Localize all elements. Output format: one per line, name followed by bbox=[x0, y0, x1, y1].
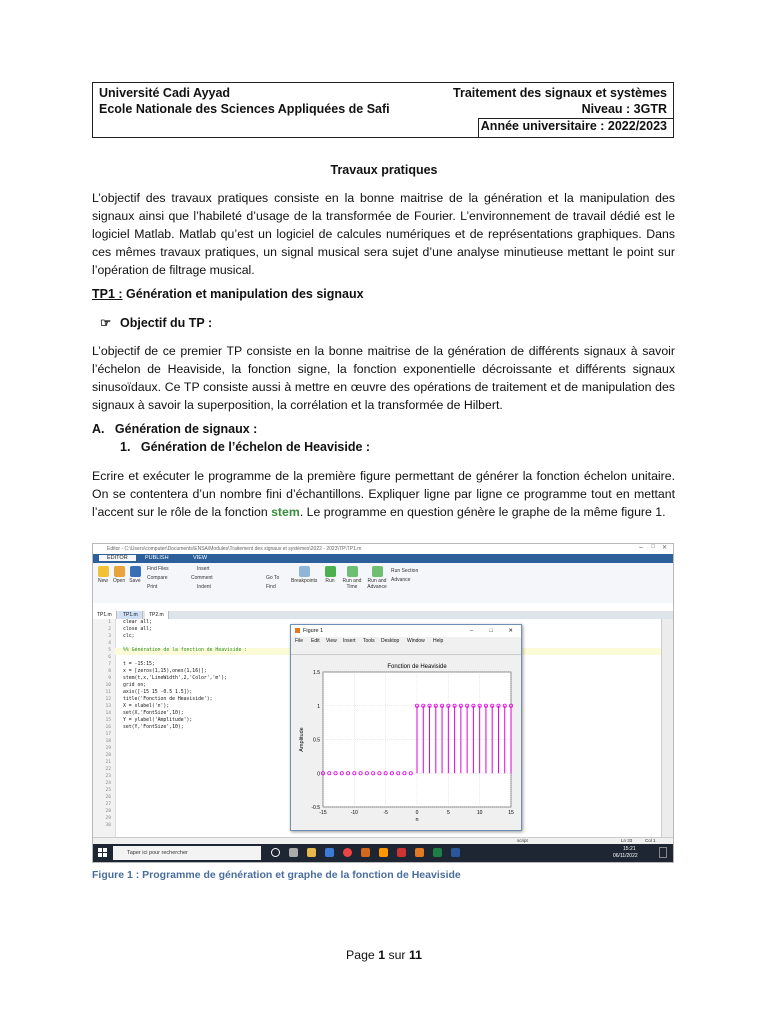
vlc-icon[interactable] bbox=[379, 848, 388, 857]
page-number: 1 bbox=[378, 948, 386, 962]
file-tab-tp2[interactable]: TP2.m bbox=[145, 611, 169, 619]
line-number: 27 bbox=[105, 802, 111, 807]
line-number: 30 bbox=[105, 823, 111, 828]
line-number: 21 bbox=[105, 760, 111, 765]
run-and-advance-button[interactable]: Run and Advance bbox=[365, 566, 389, 590]
line-number: 15 bbox=[105, 718, 111, 723]
x-tick-label: 15 bbox=[508, 810, 514, 816]
status-column: Col 1 bbox=[645, 838, 656, 843]
ribbon-tabs bbox=[93, 554, 673, 563]
matlab-logo-icon bbox=[295, 628, 300, 633]
x-tick-label: 0 bbox=[415, 810, 419, 816]
line-number: 12 bbox=[105, 697, 111, 702]
task-view-icon[interactable] bbox=[289, 848, 298, 857]
matlab-titlebar bbox=[93, 544, 673, 554]
line-number: 8 bbox=[108, 669, 111, 674]
objective-heading bbox=[100, 315, 212, 330]
windows-taskbar bbox=[93, 844, 673, 862]
run-button[interactable]: Run bbox=[323, 566, 337, 584]
header-divider bbox=[478, 118, 673, 119]
status-line: Ln 33 bbox=[621, 838, 633, 843]
figure-toolbar bbox=[291, 645, 521, 655]
code-line: set(X,'FontSize',10); bbox=[123, 711, 184, 716]
run-time-icon bbox=[347, 566, 358, 577]
clock-date: 06/11/2022 bbox=[613, 853, 638, 859]
line-number: 10 bbox=[105, 683, 111, 688]
minimize-icon[interactable]: – bbox=[639, 544, 643, 551]
pdf-icon[interactable] bbox=[397, 848, 406, 857]
code-line: set(Y,'FontSize',10); bbox=[123, 725, 184, 730]
course-name: Traitement des signaux et systèmes bbox=[453, 86, 667, 100]
objective-paragraph: L’objectif de ce premier TP consiste en la bonne maitrise de la génération de différents signaux à savoir l’échelon de Heaviside, la fonction signe, la fonction exponentielle décroissante et différents signaux sinusoïdaux. Ce TP consiste aussi à mettre en œuvre des opérations de traitement et de manipulation des signaux à savoir la superposition, la corrélation et la transformée de Hilbert. bbox=[92, 344, 675, 412]
section-a-heading: A. Génération de signaux : bbox=[92, 422, 258, 436]
level: Niveau : 3GTR bbox=[581, 102, 667, 116]
taskbar-search-placeholder: Taper ici pour rechercher bbox=[127, 850, 188, 856]
line-number: 3 bbox=[108, 634, 111, 639]
clock-time: 15:21 bbox=[623, 846, 636, 852]
code-line: grid on; bbox=[123, 683, 147, 688]
run-advance-icon bbox=[372, 566, 383, 577]
code-line: %% Génération de la fonction de Heaviside : bbox=[123, 648, 248, 653]
y-axis-label: Amplitude bbox=[299, 727, 305, 752]
intro-paragraph: L’objectif des travaux pratiques consiste en la bonne maitrise de la génération et la manipulation des signaux ainsi que l’habileté d’usage de la transformée de Fourier. L’environnement de travail dédié est le logiciel Matlab. Matlab qu’est un logiciel de calcules numériques et de représentations graphiques. Dans ces mêmes travaux pratiques, un signal musical sera sujet d’une analyse minutieuse mettant le point sur l’opération de filtrage musical. bbox=[92, 191, 675, 277]
menu-insert[interactable]: Insert bbox=[343, 638, 356, 644]
run-section-button[interactable]: Run Section bbox=[391, 568, 419, 574]
line-number: 1 bbox=[108, 620, 111, 625]
line-number: 20 bbox=[105, 753, 111, 758]
x-tick-label: -10 bbox=[350, 810, 358, 816]
app-icon[interactable] bbox=[361, 848, 370, 857]
go-to-button[interactable]: Go To bbox=[266, 575, 280, 581]
line-number: 25 bbox=[105, 788, 111, 793]
run-icon bbox=[325, 566, 336, 577]
x-tick-label: 10 bbox=[476, 810, 483, 816]
menu-view[interactable]: View bbox=[326, 638, 337, 644]
save-button[interactable]: Save bbox=[128, 566, 142, 584]
code-line: axis([-15 15 -0.5 1.5]); bbox=[123, 690, 193, 695]
page-total: 11 bbox=[408, 948, 422, 962]
cortana-icon[interactable] bbox=[271, 848, 280, 857]
figure-titlebar bbox=[291, 625, 521, 637]
line-number: 9 bbox=[108, 676, 111, 681]
line-number: 22 bbox=[105, 767, 111, 772]
heaviside-plot bbox=[291, 655, 521, 830]
open-button[interactable]: Open bbox=[112, 566, 126, 584]
line-number: 6 bbox=[108, 655, 111, 660]
code-line: title('Fonction de Heaviside'); bbox=[123, 697, 213, 702]
print-button[interactable]: Print bbox=[147, 584, 158, 590]
line-number: 14 bbox=[105, 711, 111, 716]
menu-window[interactable]: Window bbox=[407, 638, 425, 644]
university-name: Université Cadi Ayyad bbox=[99, 86, 231, 100]
editor-ribbon bbox=[93, 563, 673, 604]
y-tick-label: 0 bbox=[317, 771, 320, 778]
line-number: 29 bbox=[105, 816, 111, 821]
close-icon[interactable]: ✕ bbox=[661, 545, 667, 551]
line-number: 28 bbox=[105, 809, 111, 814]
new-file-icon bbox=[98, 566, 109, 577]
edge-icon[interactable] bbox=[325, 848, 334, 857]
word-icon[interactable] bbox=[451, 848, 460, 857]
figure-close-icon[interactable]: ✕ bbox=[508, 628, 513, 634]
figure-window[interactable] bbox=[290, 624, 522, 831]
tp1-label: TP1 : bbox=[92, 287, 123, 301]
code-line: x = [zeros(1,15),ones(1,16)]; bbox=[123, 669, 207, 674]
save-icon bbox=[130, 566, 141, 577]
maximize-icon[interactable]: □ bbox=[651, 544, 655, 550]
chrome-icon[interactable] bbox=[343, 848, 352, 857]
x-tick-label: -15 bbox=[319, 810, 327, 816]
line-number: 5 bbox=[108, 648, 111, 653]
advance-button[interactable]: Advance bbox=[391, 577, 411, 583]
figure-minimize-icon[interactable]: – bbox=[469, 628, 473, 634]
line-number: 16 bbox=[105, 725, 111, 730]
comment-button[interactable]: Comment bbox=[191, 575, 213, 581]
y-tick-label: -0.5 bbox=[311, 805, 320, 811]
tab-publish[interactable]: PUBLISH bbox=[145, 555, 169, 561]
find-button[interactable]: Find bbox=[266, 584, 276, 590]
breakpoints-icon bbox=[299, 566, 310, 577]
windows-start-icon[interactable] bbox=[98, 848, 107, 857]
y-tick-label: 0.5 bbox=[313, 737, 320, 744]
tab-editor[interactable]: EDITOR bbox=[99, 555, 136, 561]
tp1-heading bbox=[92, 287, 364, 301]
objective-title: Objectif du TP : bbox=[120, 316, 213, 330]
status-file-type: script bbox=[517, 838, 528, 843]
excel-icon[interactable] bbox=[433, 848, 442, 857]
file-tab-tp1[interactable]: TP1.m bbox=[93, 611, 117, 619]
code-line: close all; bbox=[123, 627, 152, 632]
code-line: clc; bbox=[123, 634, 135, 639]
line-number: 11 bbox=[105, 690, 111, 695]
menu-edit[interactable]: Edit bbox=[311, 638, 320, 644]
line-number: 13 bbox=[105, 704, 111, 709]
line-number: 2 bbox=[108, 627, 111, 632]
notification-icon[interactable] bbox=[659, 847, 667, 858]
insert-button[interactable]: Insert bbox=[197, 566, 210, 572]
menu-help[interactable]: Help bbox=[433, 638, 444, 644]
plot-title: Fonction de Heaviside bbox=[387, 664, 447, 670]
figure-title: Figure 1 bbox=[303, 628, 324, 634]
code-line: Y = ylabel('Amplitude'); bbox=[123, 718, 193, 723]
compare-button[interactable]: Compare bbox=[147, 575, 168, 581]
footer-prefix: Page bbox=[346, 948, 379, 962]
header-divider-vertical bbox=[478, 118, 479, 137]
indent-button[interactable]: Indent bbox=[197, 584, 211, 590]
new-button[interactable]: New bbox=[96, 566, 110, 584]
page-title: Travaux pratiques bbox=[330, 163, 438, 177]
file-tabs bbox=[93, 611, 673, 619]
school-name: Ecole Nationale des Sciences Appliquées de Safi bbox=[99, 102, 390, 116]
folder-icon bbox=[114, 566, 125, 577]
figure-menu bbox=[291, 637, 521, 645]
line-number: 19 bbox=[105, 746, 111, 751]
instruction-paragraph bbox=[92, 467, 675, 521]
figure-maximize-icon[interactable]: □ bbox=[489, 628, 493, 634]
line-number: 24 bbox=[105, 781, 111, 786]
line-number: 7 bbox=[108, 662, 111, 667]
y-tick-label: 1.5 bbox=[313, 670, 320, 676]
instruction-text-end: . Le programme en question génère le graphe de la même figure 1. bbox=[299, 505, 666, 519]
menu-desktop[interactable]: Desktop bbox=[381, 638, 400, 644]
instruction-text: Ecrire et exécuter le programme de la première figure permettant de générer la fonction échelon unitaire. On se contentera d’un nombre fini d’échantillons. Expliquer ligne par ligne ce programme tout en mettant l’accent sur le rôle de la fonction bbox=[92, 469, 675, 519]
editor-scrollbar[interactable] bbox=[661, 619, 674, 837]
page-footer bbox=[0, 948, 768, 962]
y-tick-label: 1 bbox=[317, 703, 320, 710]
code-line: stem(t,x,'LineWidth',2,'Color','m'); bbox=[123, 676, 227, 681]
matlab-window-title: Editor - C:\Users\computer\Documents\ENSA\Modules\Traitement des signaux et systèmes\2022 - 2023\TP\TP1.m bbox=[107, 546, 362, 552]
matlab-taskbar-icon[interactable] bbox=[415, 848, 424, 857]
line-number: 4 bbox=[108, 641, 111, 646]
matlab-screenshot bbox=[92, 543, 674, 863]
breakpoints-button[interactable]: Breakpoints bbox=[291, 566, 317, 584]
section-1-heading: 1. Génération de l’échelon de Heaviside : bbox=[120, 440, 371, 454]
code-line: t = -15:15; bbox=[123, 662, 155, 667]
x-axis-label: n bbox=[415, 817, 419, 823]
file-explorer-icon[interactable] bbox=[307, 848, 316, 857]
file-tab-tp1-active[interactable]: TP1.m bbox=[119, 611, 143, 619]
academic-year: Année universitaire : 2022/2023 bbox=[480, 119, 667, 133]
pointing-hand-icon: ☞ bbox=[100, 316, 112, 330]
header-box bbox=[92, 82, 674, 138]
line-number: 17 bbox=[105, 732, 111, 737]
footer-middle: sur bbox=[385, 948, 409, 962]
figure-caption: Figure 1 : Programme de génération et graphe de la fonction de Heaviside bbox=[92, 869, 461, 881]
tab-view[interactable]: VIEW bbox=[193, 555, 208, 561]
tp1-title: Génération et manipulation des signaux bbox=[122, 287, 364, 301]
menu-file[interactable]: File bbox=[295, 638, 304, 644]
find-files-button[interactable]: Find Files bbox=[147, 566, 169, 572]
stem-keyword: stem bbox=[271, 505, 300, 519]
taskbar-search[interactable] bbox=[113, 846, 261, 860]
line-number: 18 bbox=[105, 739, 111, 744]
x-tick-label: -5 bbox=[383, 810, 388, 816]
code-line: X = xlabel('n'); bbox=[123, 704, 170, 709]
run-and-time-button[interactable]: Run and Time bbox=[341, 566, 363, 590]
line-number: 23 bbox=[105, 774, 111, 779]
line-number: 26 bbox=[105, 795, 111, 800]
code-line: clear all; bbox=[123, 620, 152, 625]
x-tick-label: 5 bbox=[446, 810, 450, 816]
menu-tools[interactable]: Tools bbox=[363, 638, 375, 644]
